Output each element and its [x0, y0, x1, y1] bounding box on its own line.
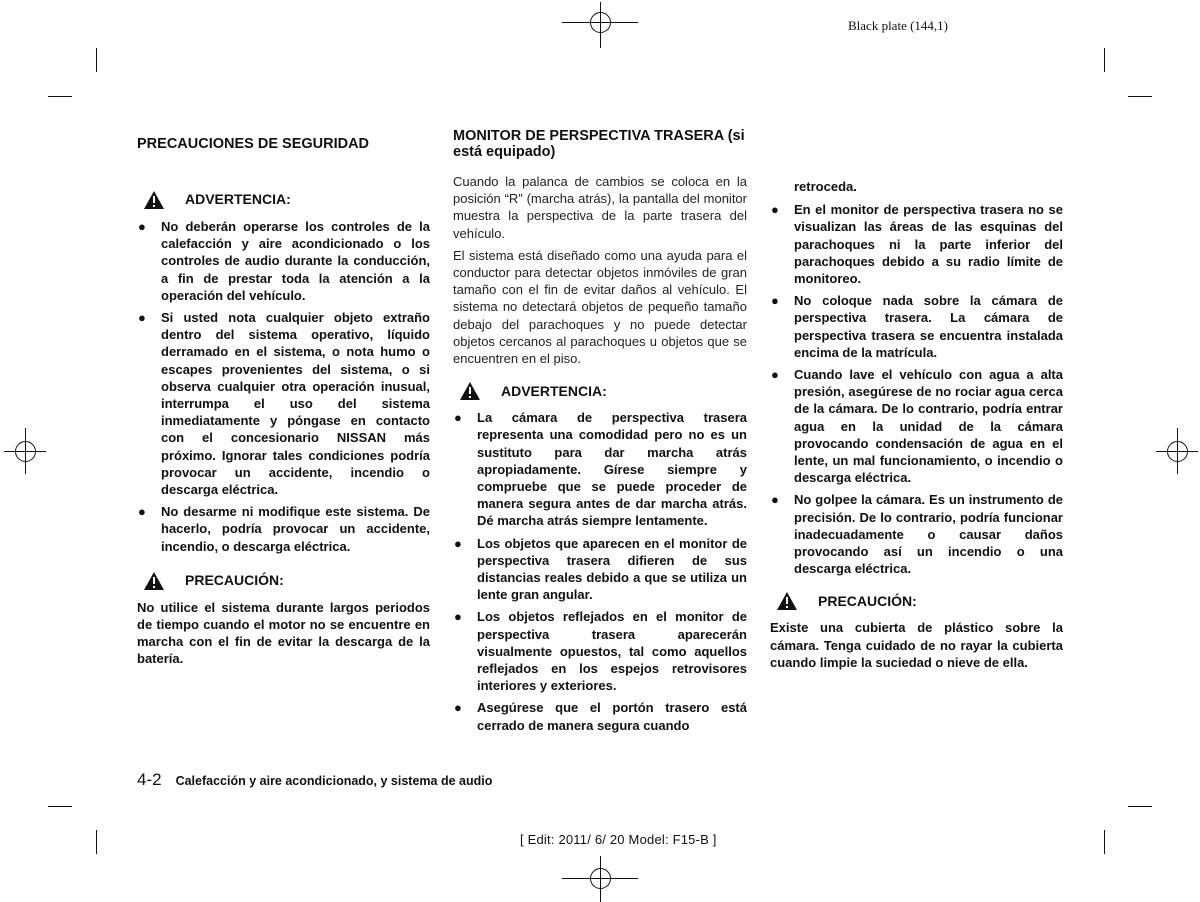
caution-label: PRECAUCIÓN:	[818, 592, 917, 609]
bullet-icon: ●	[771, 492, 779, 508]
plate-label: Black plate (144,1)	[848, 18, 948, 33]
warning-list	[770, 201, 1063, 577]
list-item: ● No desarme ni modifique este sistema. De hacerlo, podría provocar un accidente, incendio, o descarga eléctrica.	[138, 504, 430, 554]
list-item: ● La cámara de perspectiva trasera representa una comodidad pero no es un sustituto para dar marcha atrás apropiadamente. Gírese siempre y compruebe que se puede proceder de manera segura antes de dar marcha atrás. Dé marcha atrás siempre lentamente.	[454, 410, 747, 529]
bullet-icon: ●	[138, 219, 146, 234]
list-item: ● Los objetos que aparecen en el monitor de perspectiva trasera difieren de sus distancias reales debido a que se utiliza un lente gran angular.	[454, 535, 747, 603]
warning-list	[137, 218, 430, 555]
warning-label: ADVERTENCIA:	[501, 382, 607, 399]
warning-triangle-icon	[143, 190, 165, 210]
list-item: ● En el monitor de perspectiva trasera no se visualizan las áreas de las esquinas del parachoques ni la parte inferior del parachoques debido a su radio límite de monitoreo.	[771, 202, 1063, 287]
caution-heading	[770, 591, 1063, 611]
warning-list	[453, 409, 747, 734]
caution-label: PRECAUCIÓN:	[185, 572, 284, 589]
list-item: ● No golpee la cámara. Es un instrumento de precisión. De lo contrario, podría funcionar inadecuadamente o causar daños provocando así un incendio o una descarga eléctrica.	[771, 492, 1063, 577]
right-column	[770, 178, 1063, 671]
bullet-icon: ●	[771, 202, 779, 218]
warning-heading	[137, 190, 430, 210]
bullet-icon: ●	[454, 609, 462, 625]
list-item: ● Cuando lave el vehículo con agua a alta presión, asegúrese de no rociar agua cerca de la cámara. De lo contrario, podría entrar agua en la unidad de la cámara provocando condensación de agua en el lente, un mal funcionamiento, o incendio o descarga eléctrica.	[771, 367, 1063, 486]
bullet-icon: ●	[771, 293, 779, 309]
edit-info: [ Edit: 2011/ 6/ 20 Model: F15-B ]	[520, 832, 717, 847]
section-title-rear-monitor: MONITOR DE PERSPECTIVA TRASERA (si está equipado)	[453, 128, 745, 160]
chapter-title: Calefacción y aire acondicionado, y sistema de audio	[175, 774, 493, 788]
middle-column	[453, 128, 747, 739]
warning-triangle-icon	[776, 591, 798, 611]
paragraph: El sistema está diseñado como una ayuda para el conductor para detectar objetos inmóviles de gran tamaño con el fin de evitar daños al vehículo. El sistema no detectará objetos de pequeño tamaño debajo del parachoques y no puede detectar objetos cercanos al parachoques u objetos que se encuentren en el piso.	[453, 247, 747, 367]
list-item: ● Los objetos reflejados en el monitor de perspectiva trasera aparecerán visualmente opuestos, tal como aquellos reflejados en los espejos retrovisores interiores y exteriores.	[454, 609, 747, 694]
list-item: ● Si usted nota cualquier objeto extraño dentro del sistema operativo, líquido derramado en el sistema, o nota humo o escapes provenientes del sistema, o si observa cualquier otra operación inusual, interrumpa el uso del sistema inmediatamente y póngase en contacto con el concesionario NISSAN más próximo. Ignorar tales condiciones podría provocar un accidente, incendio o descarga eléctrica.	[138, 310, 430, 498]
bullet-icon: ●	[138, 504, 146, 520]
page-number: 4-2	[137, 770, 162, 789]
warning-label: ADVERTENCIA:	[185, 191, 291, 208]
warning-heading	[453, 381, 747, 401]
section-title-safety: PRECAUCIONES DE SEGURIDAD	[137, 136, 370, 152]
bullet-icon: ●	[138, 310, 146, 326]
warning-triangle-icon	[143, 571, 165, 591]
page-footer	[137, 770, 492, 790]
bullet-icon: ●	[771, 367, 779, 383]
bullet-icon: ●	[454, 700, 462, 716]
caution-text: No utilice el sistema durante largos periodos de tiempo cuando el motor no se encuentre en marcha con el fin de evitar la descarga de la batería.	[137, 599, 430, 667]
caution-heading	[137, 571, 430, 591]
left-column	[137, 132, 430, 668]
bullet-icon: ●	[454, 410, 462, 426]
list-item: ● Asegúrese que el portón trasero está cerrado de manera segura cuando	[454, 700, 747, 733]
warning-triangle-icon	[459, 381, 481, 401]
list-item: ● No coloque nada sobre la cámara de perspectiva trasera. La cámara de perspectiva trasera se encuentra instalada encima de la matrícula.	[771, 293, 1063, 360]
list-item: ● No deberán operarse los controles de la calefacción y aire acondicionado o los controles de audio durante la conducción, a fin de prestar toda la atención a la operación del vehículo.	[138, 219, 430, 303]
paragraph: Cuando la palanca de cambios se coloca en la posición “R” (marcha atrás), la pantalla del monitor muestra la perspectiva de la parte trasera del vehículo.	[453, 174, 747, 241]
continuation-text: retroceda.	[794, 179, 857, 194]
bullet-icon: ●	[454, 535, 462, 551]
caution-text: Existe una cubierta de plástico sobre la cámara. Tenga cuidado de no rayar la cubierta cuando limpie la suciedad o nieve de ella.	[770, 620, 1063, 670]
